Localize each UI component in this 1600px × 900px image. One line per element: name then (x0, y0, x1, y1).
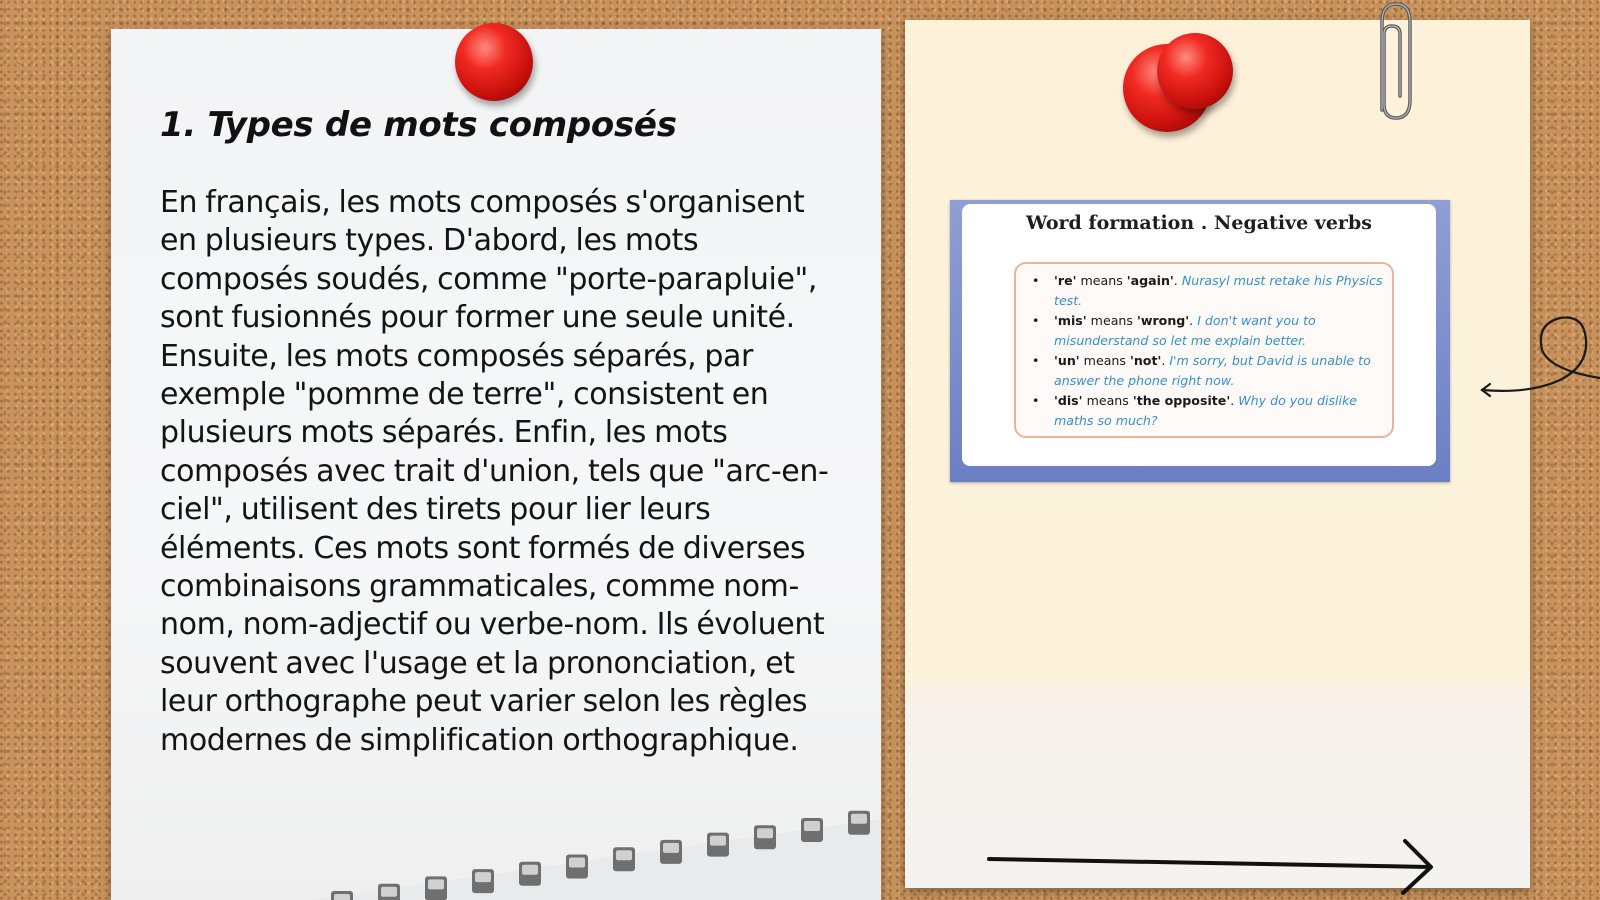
spiral-hole-highlight (522, 865, 538, 875)
prefix-term: 'dis' (1054, 393, 1083, 408)
spiral-hole-highlight (381, 887, 397, 897)
list-item: • 're' means 'again'. Nurasyl must retake his Physics test. (1032, 271, 1386, 311)
prefix-meaning: 'wrong' (1136, 313, 1190, 328)
spiral-hole-highlight (428, 879, 444, 889)
spiral-hole-highlight (663, 843, 679, 853)
example-sentence: Nurasyl must retake his Physics test. (1054, 273, 1383, 308)
list-item: • 'un' means 'not'. I'm sorry, but David is unable to answer the phone right now. (1032, 351, 1386, 391)
left-note-card (111, 29, 881, 900)
example-sentence: I don't want you to misunderstand so let me explain better. (1054, 313, 1316, 348)
prefix-term: 're' (1054, 273, 1077, 288)
prefix-list (1016, 264, 1392, 431)
spiral-hole-highlight (804, 821, 820, 831)
spiral-hole-highlight (475, 872, 491, 882)
spiral-hole-highlight (569, 858, 585, 868)
slide-title: Word formation . Negative verbs (1026, 212, 1372, 234)
prefix-meaning: 'again' (1126, 273, 1174, 288)
spiral-hole-highlight (851, 814, 867, 824)
prefix-meaning: 'the opposite' (1132, 393, 1231, 408)
example-sentence: Why do you dislike maths so much? (1054, 393, 1358, 428)
slide-panel (962, 204, 1436, 466)
paperclip-icon (1370, 0, 1416, 125)
spiral-hole-highlight (616, 850, 632, 860)
spiral-hole-highlight (757, 828, 773, 838)
means-word: means (1083, 353, 1126, 368)
torn-spiral-binding (311, 799, 881, 900)
section-body-text: En français, les mots composés s'organisent en plusieurs types. D'abord, les mots composés soudés, comme "porte-parapluie", sont fusionnés pour former une seule unité. Ensuite, les mots composés séparés, par exemple "pomme de terre", consistent en plusieurs mots séparés. Enfin, les mots composés avec trait d'union, tels que "arc-en-ciel", utilisent des tirets pour lier leurs éléments. Ces mots sont formés de diverses combinaisons grammaticales, comme nom-nom, nom-adjectif ou verbe-nom. Ils évoluent souvent avec l'usage et la prononciation, et leur orthographe peut varier selon les règles modernes de simplification orthographique. (160, 185, 829, 758)
means-word: means (1086, 393, 1129, 408)
word-formation-slide (950, 200, 1450, 482)
right-arrow-icon (985, 835, 1445, 895)
spiral-hole-highlight (334, 894, 350, 900)
section-title: 1. Types de mots composés (160, 105, 677, 145)
list-item: • 'dis' means 'the opposite'. Why do you dislike maths so much? (1032, 391, 1386, 431)
loop-doodle-icon (1480, 310, 1600, 410)
pushpin-icon (1157, 33, 1233, 109)
example-sentence: I'm sorry, but David is unable to answer the phone right now. (1054, 353, 1371, 388)
prefix-list-box (1014, 262, 1394, 438)
pushpin-icon (455, 23, 533, 101)
prefix-meaning: 'not' (1129, 353, 1162, 368)
prefix-term: 'un' (1054, 353, 1080, 368)
means-word: means (1090, 313, 1133, 328)
means-word: means (1080, 273, 1123, 288)
prefix-term: 'mis' (1054, 313, 1087, 328)
spiral-hole-highlight (710, 836, 726, 846)
list-item: • 'mis' means 'wrong'. I don't want you to misunderstand so let me explain better. (1032, 311, 1386, 351)
